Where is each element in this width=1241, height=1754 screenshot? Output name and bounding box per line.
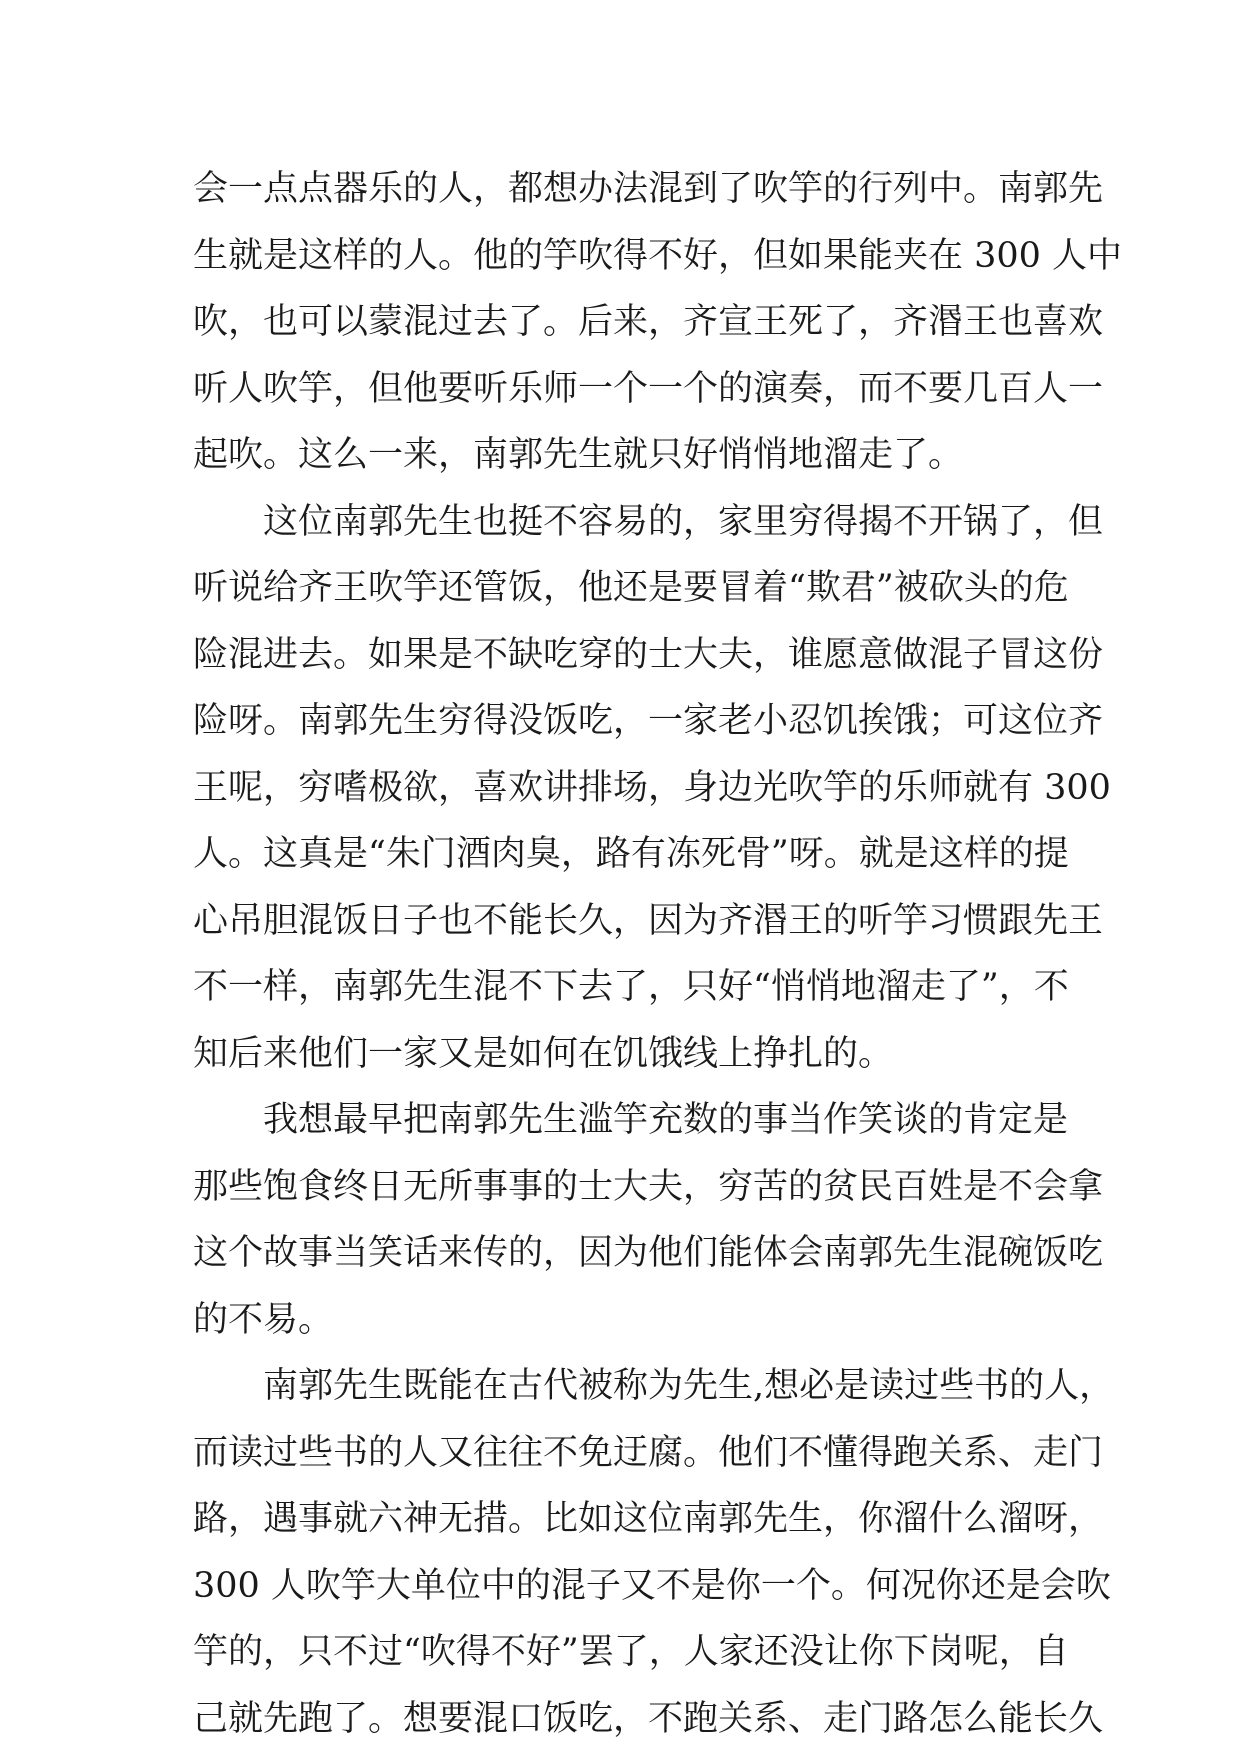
text-line: 会一点点器乐的人，都想办法混到了吹竽的行列中。南郭先 [193,169,1104,209]
text-line: 那些饱食终日无所事事的士大夫，穷苦的贫民百姓是不会拿 [193,1166,1104,1207]
text-line: 这个故事当笑话来传的，因为他们能体会南郭先生混碗饭吃 [193,1233,1104,1273]
text-line: 生就是这样的人。他的竽吹得不好，但如果能夹在 300 人中 [193,235,1123,276]
paragraph-3 [193,1087,1104,1353]
text-line: 险呀。南郭先生穷得没饭吃，一家老小忍饥挨饿；可这位齐 [193,701,1104,741]
paragraph-1 [193,156,1123,489]
body-text [193,156,1123,1752]
text-line: 竽的，只不过“吹得不好”罢了，人家还没让你下岗呢，自 [193,1632,1069,1672]
text-line: 路，遇事就六神无措。比如这位南郭先生，你溜什么溜呀， [193,1499,1104,1539]
text-line: 险混进去。如果是不缺吃穿的士大夫，谁愿意做混子冒这份 [193,634,1104,675]
paragraph-4 [193,1353,1115,1752]
text-line: 而读过些书的人又往往不免迂腐。他们不懂得跑关系、走门 [193,1432,1104,1473]
text-line: 的不易。 [193,1299,334,1340]
text-line: 我想最早把南郭先生滥竽充数的事当作笑谈的肯定是 [263,1100,1069,1140]
text-line: 这位南郭先生也挺不容易的，家里穷得揭不开锅了，但 [263,501,1104,542]
text-line: 不一样，南郭先生混不下去了，只好“悄悄地溜走了”，不 [193,967,1069,1007]
text-line: 吹，也可以蒙混过去了。后来，齐宣王死了，齐湣王也喜欢 [193,302,1104,342]
paragraph-2 [193,489,1111,1088]
text-line: 王呢，穷嗜极欲，喜欢讲排场，身边光吹竽的乐师就有 300 [193,767,1111,808]
text-line: 听说给齐王吹竽还管饭，他还是要冒着“欺君”被砍头的危 [193,568,1069,608]
text-line: 起吹。这么一来，南郭先生就只好悄悄地溜走了。 [193,435,964,475]
text-line: 人。这真是“朱门酒肉臭，路有冻死骨”呀。就是这样的提 [193,834,1069,874]
text-line: 己就先跑了。想要混口饭吃，不跑关系、走门路怎么能长久 [193,1698,1104,1739]
text-line: 南郭先生既能在古代被称为先生,想必是读过些书的人， [263,1366,1115,1406]
text-line: 听人吹竽，但他要听乐师一个一个的演奏，而不要几百人一 [193,368,1104,409]
text-line: 知后来他们一家又是如何在饥饿线上挣扎的。 [193,1033,894,1074]
text-line: 心吊胆混饭日子也不能长久，因为齐湣王的听竽习惯跟先王 [193,900,1104,941]
text-line: 300 人吹竽大单位中的混子又不是你一个。何况你还是会吹 [193,1565,1111,1606]
